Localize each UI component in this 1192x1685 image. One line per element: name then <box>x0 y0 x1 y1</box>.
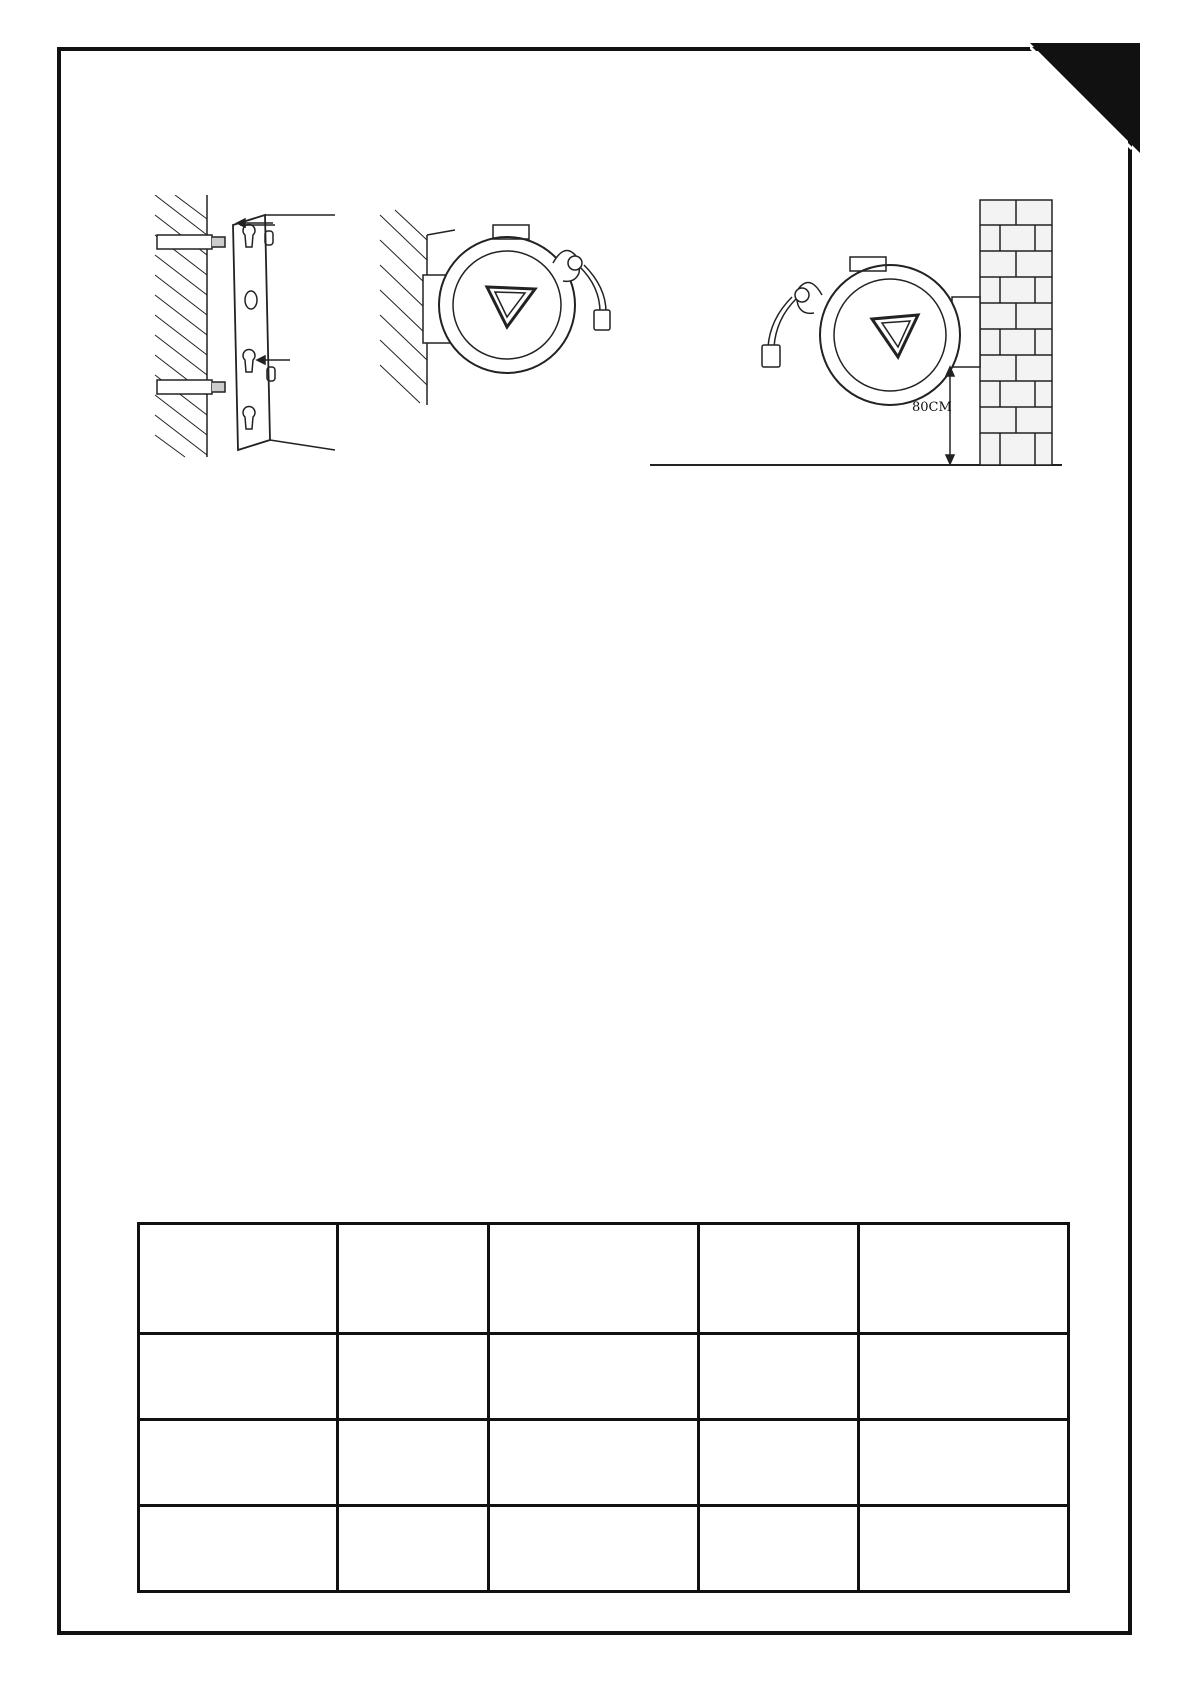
table-cell <box>699 1224 859 1334</box>
table-cell <box>338 1334 489 1420</box>
table-cell <box>699 1506 859 1592</box>
height-label: 80CM <box>912 400 952 415</box>
table-cell <box>859 1224 1069 1334</box>
table-cell <box>338 1506 489 1592</box>
table-row <box>139 1506 1069 1592</box>
table-cell <box>489 1334 699 1420</box>
table-cell <box>489 1506 699 1592</box>
table-cell <box>859 1334 1069 1420</box>
table-cell <box>699 1420 859 1506</box>
table-cell <box>489 1420 699 1506</box>
table-row <box>139 1420 1069 1506</box>
table-cell <box>699 1334 859 1420</box>
table-cell <box>139 1224 338 1334</box>
table-cell <box>139 1420 338 1506</box>
table-cell <box>859 1506 1069 1592</box>
reel-on-wall-illustration <box>375 205 655 405</box>
table-row <box>139 1224 1069 1334</box>
spec-table <box>137 1222 1070 1593</box>
table-cell <box>489 1224 699 1334</box>
table-cell <box>139 1506 338 1592</box>
mounting-height-illustration <box>650 195 1070 475</box>
table-row <box>139 1334 1069 1420</box>
table-cell <box>338 1224 489 1334</box>
table-cell <box>139 1334 338 1420</box>
brick-wall <box>980 200 1052 465</box>
table-cell <box>859 1420 1069 1506</box>
table-cell <box>338 1420 489 1506</box>
corner-tab-marker <box>1030 43 1140 153</box>
bracket-mounting-illustration <box>145 195 355 465</box>
